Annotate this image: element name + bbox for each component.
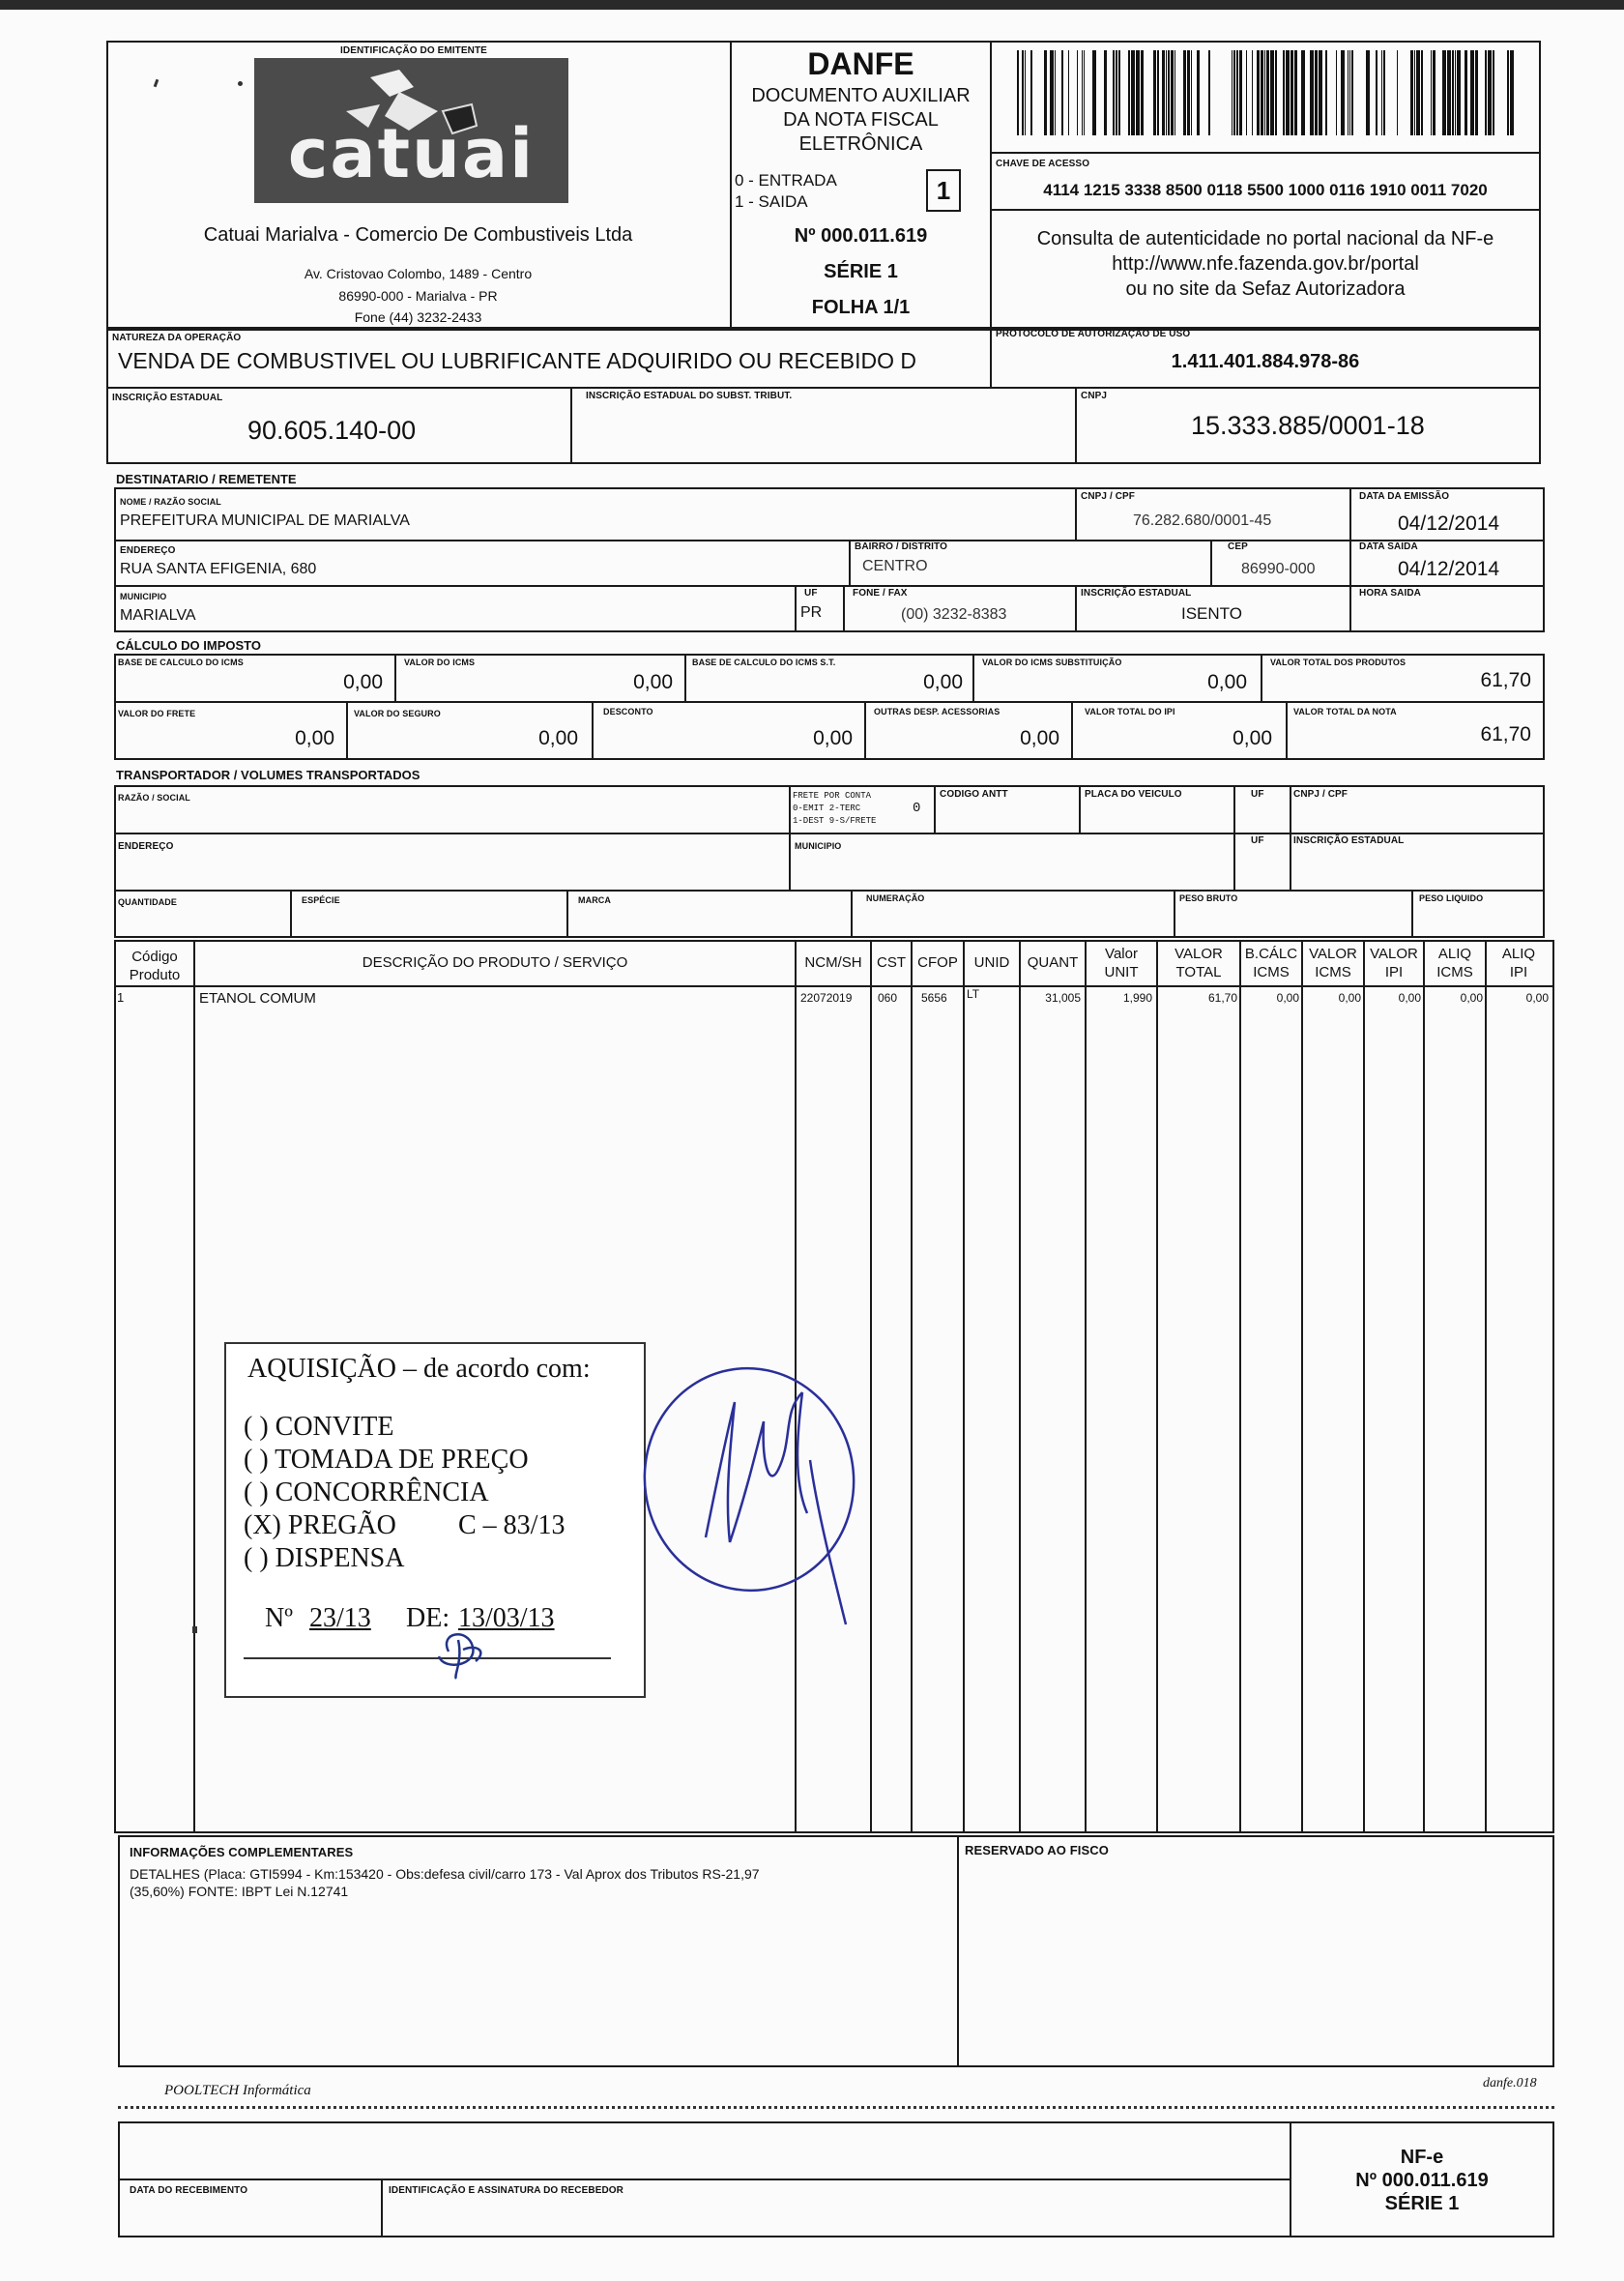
consulta-text: ou no site da Sefaz Autorizadora xyxy=(1125,278,1406,300)
dest-emissao-label: DATA DA EMISSÃO xyxy=(1359,491,1450,502)
tipo-box: 1 xyxy=(926,169,961,212)
frete-value: 0,00 xyxy=(295,727,334,749)
fisco-label: RESERVADO AO FISCO xyxy=(965,1843,1109,1857)
stamp-option: ( ) DISPENSA xyxy=(244,1543,405,1573)
dest-nome-label: NOME / RAZÃO SOCIAL xyxy=(120,497,221,507)
transp-municipio-label: MUNICIPIO xyxy=(795,841,842,851)
col-codigo-text: Produto xyxy=(129,967,181,983)
logo-text: catuai xyxy=(287,114,536,193)
col-cst-text: CST xyxy=(877,954,906,971)
marca-label: MARCA xyxy=(578,895,611,905)
col-bcicms-text: B.CÁLC xyxy=(1244,946,1298,962)
valor-st-value: 0,00 xyxy=(1207,671,1247,693)
dest-cep-label: CEP xyxy=(1228,541,1248,552)
transp-ie-label: INSCRIÇÃO ESTADUAL xyxy=(1293,835,1405,846)
column-divider xyxy=(1301,940,1303,1833)
dest-bairro: CENTRO xyxy=(862,558,928,574)
transp-uf2-label: UF xyxy=(1251,835,1264,846)
divider xyxy=(990,152,1541,154)
divider xyxy=(1210,540,1212,585)
transp-razao-label: RAZÃO / SOCIAL xyxy=(118,793,190,803)
row-unid: LT xyxy=(967,987,980,1001)
column-divider xyxy=(1423,940,1425,1833)
col-vunit-text: UNIT xyxy=(1104,964,1139,980)
dest-nome: PREFEITURA MUNICIPAL DE MARIALVA xyxy=(120,512,410,529)
column-divider xyxy=(1019,940,1021,1833)
protocolo-value: 1.411.401.884.978-86 xyxy=(1171,351,1360,372)
dest-ie: ISENTO xyxy=(1181,604,1242,623)
frete-conta-text: 1-DEST 9-S/FRETE xyxy=(793,816,877,826)
divider xyxy=(934,785,936,833)
canhoto-numero: Nº 000.011.619 xyxy=(1355,2170,1489,2191)
outras-label: OUTRAS DESP. ACESSORIAS xyxy=(874,707,1000,716)
placa-label: PLACA DO VEICULO xyxy=(1085,789,1182,800)
info-label: INFORMAÇÕES COMPLEMENTARES xyxy=(130,1845,354,1859)
imposto-heading: CÁLCULO DO IMPOSTO xyxy=(116,638,261,653)
valor-icms-label: VALOR DO ICMS xyxy=(404,658,476,667)
dest-fone: (00) 3232-8383 xyxy=(901,606,1007,623)
divider xyxy=(114,540,1545,541)
column-divider xyxy=(911,940,913,1833)
seguro-label: VALOR DO SEGURO xyxy=(354,709,441,718)
signature-icon xyxy=(638,1344,870,1634)
row-vicms: 0,00 xyxy=(1338,991,1361,1005)
col-codigo xyxy=(116,948,193,984)
row-codigo: 1 xyxy=(117,990,125,1005)
divider xyxy=(114,585,1545,587)
column-divider xyxy=(1156,940,1158,1833)
col-aicms-text: ICMS xyxy=(1436,964,1473,980)
row-ncm: 22072019 xyxy=(800,991,853,1005)
emitente-city: 86990-000 - Marialva - PR xyxy=(338,288,498,304)
stamp-option: ( ) TOMADA DE PREÇO xyxy=(244,1445,529,1475)
scan-mark xyxy=(192,1626,197,1633)
saida-label: 1 - SAIDA xyxy=(735,192,808,211)
col-aipi xyxy=(1487,945,1551,981)
row-cfop: 5656 xyxy=(921,991,947,1005)
transportador-heading: TRANSPORTADOR / VOLUMES TRANSPORTADOS xyxy=(116,768,420,782)
desconto-value: 0,00 xyxy=(813,727,853,749)
stamp-title: AQUISIÇÃO – de acordo com: xyxy=(247,1354,591,1384)
recebimento-label: DATA DO RECEBIMENTO xyxy=(130,2185,248,2196)
column-divider xyxy=(1239,940,1241,1833)
dest-cnpj-label: CNPJ / CPF xyxy=(1081,491,1136,502)
col-vtotal xyxy=(1158,945,1239,981)
divider xyxy=(1261,654,1262,701)
chave-label: CHAVE DE ACESSO xyxy=(996,159,1090,169)
total-produtos-label: VALOR TOTAL DOS PRODUTOS xyxy=(1270,658,1406,667)
col-vtotal-text: TOTAL xyxy=(1175,964,1222,980)
row-aipi: 0,00 xyxy=(1525,991,1549,1005)
divider xyxy=(864,701,866,760)
column-divider xyxy=(1085,940,1087,1833)
column-divider xyxy=(193,940,195,1833)
col-vtotal-text: VALOR xyxy=(1174,946,1223,962)
frete-conta-value: 0 xyxy=(913,801,921,816)
col-cfop-text: CFOP xyxy=(917,954,958,971)
antt-label: CODIGO ANTT xyxy=(940,789,1008,800)
divider xyxy=(1290,785,1291,890)
col-vunit xyxy=(1087,945,1156,981)
nf-folha: FOLHA 1/1 xyxy=(811,297,911,318)
col-aipi-text: ALIQ xyxy=(1501,946,1536,962)
emitente-address: Av. Cristovao Colombo, 1489 - Centro xyxy=(304,266,533,281)
info-line: DETALHES (Placa: GTI5994 - Km:153420 - Obs:defesa civil/carro 173 - Val Aprox dos Tributos RS-21,97 xyxy=(130,1866,760,1882)
frete-conta-text: FRETE POR CONTA xyxy=(793,791,872,801)
col-vipi-text: IPI xyxy=(1384,964,1404,980)
assinatura-label: IDENTIFICAÇÃO E ASSINATURA DO RECEBEDOR xyxy=(389,2185,624,2196)
divider xyxy=(570,387,572,464)
divider xyxy=(972,654,974,701)
valor-icms-value: 0,00 xyxy=(633,671,673,693)
protocolo-label: PROTOCOLO DE AUTORIZAÇÃO DE USO xyxy=(996,329,1191,339)
row-aicms: 0,00 xyxy=(1460,991,1483,1005)
quantidade-label: QUANTIDADE xyxy=(118,897,177,907)
row-vtotal: 61,70 xyxy=(1207,991,1237,1005)
danfe-code: danfe.018 xyxy=(1483,2076,1537,2091)
divider xyxy=(1079,785,1081,833)
ie-label: INSCRIÇÃO ESTADUAL xyxy=(112,393,223,403)
divider xyxy=(849,540,851,585)
total-nota-value: 61,70 xyxy=(1480,723,1531,746)
row-cst: 060 xyxy=(878,991,898,1005)
divider xyxy=(1075,387,1077,464)
stamp-pregao-number: C – 83/13 xyxy=(458,1510,566,1540)
dest-cnpj: 76.282.680/0001-45 xyxy=(1133,512,1272,529)
col-bcicms xyxy=(1241,945,1301,981)
divider xyxy=(851,890,853,938)
column-divider xyxy=(870,940,872,1833)
base-st-label: BASE DE CALCULO DO ICMS S.T. xyxy=(692,658,836,667)
col-vipi-text: VALOR xyxy=(1370,946,1418,962)
dest-uf: PR xyxy=(800,604,823,621)
canhoto-serie: SÉRIE 1 xyxy=(1384,2193,1460,2214)
col-vunit-text: Valor xyxy=(1105,946,1138,962)
total-produtos-value: 61,70 xyxy=(1480,669,1531,691)
stamp-option: (X) PREGÃO xyxy=(244,1510,396,1540)
dest-hora-label: HORA SAIDA xyxy=(1359,588,1421,599)
natureza-label: NATUREZA DA OPERAÇÃO xyxy=(112,333,242,343)
divider xyxy=(114,701,1545,703)
frete-conta-text: 0-EMIT 2-TERC xyxy=(793,804,861,813)
divider xyxy=(346,701,348,760)
ie-st-label: INSCRIÇÃO ESTADUAL DO SUBST. TRIBUT. xyxy=(586,391,793,401)
dest-fone-label: FONE / FAX xyxy=(853,588,908,599)
col-codigo-text: Código xyxy=(131,949,178,965)
col-ncm-text: NCM/SH xyxy=(804,954,862,971)
row-quant: 31,005 xyxy=(1045,991,1081,1005)
numeracao-label: NUMERAÇÃO xyxy=(866,893,925,903)
col-cst xyxy=(872,953,911,972)
cnpj-label: CNPJ xyxy=(1081,391,1108,401)
transp-endereco-label: ENDEREÇO xyxy=(118,841,174,852)
dest-uf-label: UF xyxy=(804,588,818,599)
col-ncm xyxy=(797,953,870,972)
column-divider xyxy=(1363,940,1365,1833)
consulta-text: Consulta de autenticidade no portal nacional da NF-e xyxy=(1036,228,1494,249)
divider xyxy=(566,890,568,938)
base-icms-value: 0,00 xyxy=(343,671,383,693)
col-unid xyxy=(965,953,1019,972)
stamp-option: ( ) CONCORRÊNCIA xyxy=(244,1477,489,1507)
divider xyxy=(990,209,1541,211)
col-aipi-text: IPI xyxy=(1509,964,1528,980)
divider xyxy=(114,833,1545,834)
ipi-label: VALOR TOTAL DO IPI xyxy=(1085,707,1175,716)
divider xyxy=(1174,890,1175,938)
danfe-subtitle: DA NOTA FISCAL xyxy=(783,109,939,131)
row-bcicms: 0,00 xyxy=(1276,991,1299,1005)
stamp-numero: 23/13 xyxy=(309,1603,371,1633)
cnpj-value: 15.333.885/0001-18 xyxy=(1191,411,1425,440)
stamp-data: 13/03/13 xyxy=(458,1603,555,1633)
stamp-numero-label: Nº xyxy=(265,1603,293,1633)
stamp-data-label: DE: xyxy=(406,1603,450,1633)
divider xyxy=(684,654,686,701)
emitente-label: IDENTIFICAÇÃO DO EMITENTE xyxy=(340,45,487,56)
divider xyxy=(1075,585,1077,632)
col-vicms xyxy=(1303,945,1363,981)
divider xyxy=(795,585,797,632)
frete-label: VALOR DO FRETE xyxy=(118,709,196,718)
danfe-subtitle: DOCUMENTO AUXILIAR xyxy=(751,85,971,106)
col-vicms-text: VALOR xyxy=(1309,946,1357,962)
col-descricao xyxy=(195,953,795,972)
nf-number: Nº 000.011.619 xyxy=(794,225,928,247)
entrada-label: 0 - ENTRADA xyxy=(735,171,837,190)
dest-bairro-label: BAIRRO / DISTRITO xyxy=(855,541,947,552)
cut-line xyxy=(118,2106,1554,2109)
dest-emissao: 04/12/2014 xyxy=(1398,512,1500,535)
seguro-value: 0,00 xyxy=(538,727,578,749)
divider xyxy=(789,785,791,890)
dest-saida-label: DATA SAIDA xyxy=(1359,541,1418,552)
danfe-title: DANFE xyxy=(807,46,914,81)
divider xyxy=(118,2179,1290,2180)
divider xyxy=(290,890,292,938)
scan-edge xyxy=(0,0,1624,10)
divider xyxy=(1075,487,1077,540)
barcode-icon xyxy=(1017,50,1514,135)
canhoto-nfe: NF-e xyxy=(1400,2147,1444,2168)
divider xyxy=(114,890,1545,892)
base-st-value: 0,00 xyxy=(923,671,963,693)
nf-serie: SÉRIE 1 xyxy=(824,261,898,282)
col-aicms-text: ALIQ xyxy=(1437,946,1472,962)
especie-label: ESPÉCIE xyxy=(302,895,340,905)
row-descricao: ETANOL COMUM xyxy=(199,990,316,1007)
column-divider xyxy=(963,940,965,1833)
dest-endereco-label: ENDEREÇO xyxy=(120,545,176,556)
divider xyxy=(1411,890,1413,938)
scan-mark xyxy=(238,81,243,86)
natureza-value: VENDA DE COMBUSTIVEL OU LUBRIFICANTE ADQUIRIDO OU RECEBIDO D xyxy=(118,348,917,373)
info-line: (35,60%) FONTE: IBPT Lei N.12741 xyxy=(130,1884,349,1899)
transp-uf-label: UF xyxy=(1251,789,1264,800)
divider xyxy=(1233,785,1235,890)
divider xyxy=(114,985,1554,987)
divider xyxy=(394,654,396,701)
stamp-initials-icon xyxy=(420,1623,497,1681)
ipi-value: 0,00 xyxy=(1232,727,1272,749)
col-descricao-text: DESCRIÇÃO DO PRODUTO / SERVIÇO xyxy=(362,954,628,971)
dest-ie-label: INSCRIÇÃO ESTADUAL xyxy=(1081,588,1192,599)
dest-cep: 86990-000 xyxy=(1241,561,1316,577)
dest-municipio: MARIALVA xyxy=(120,607,196,624)
dest-municipio-label: MUNICIPIO xyxy=(120,592,167,601)
col-cfop xyxy=(913,953,963,972)
col-quant xyxy=(1021,953,1085,972)
ie-value: 90.605.140-00 xyxy=(247,416,417,445)
catuai-logo xyxy=(254,58,568,203)
row-vipi: 0,00 xyxy=(1398,991,1421,1005)
dest-endereco: RUA SANTA EFIGENIA, 680 xyxy=(120,561,317,577)
col-vicms-text: ICMS xyxy=(1315,964,1351,980)
col-aicms xyxy=(1425,945,1485,981)
dest-saida: 04/12/2014 xyxy=(1398,558,1500,580)
divider xyxy=(843,585,845,632)
destinatario-heading: DESTINATARIO / REMETENTE xyxy=(116,472,297,486)
row-vunit: 1,990 xyxy=(1122,991,1152,1005)
divider xyxy=(381,2179,383,2237)
aquisicao-stamp xyxy=(224,1342,646,1698)
col-vipi xyxy=(1365,945,1423,981)
valor-st-label: VALOR DO ICMS SUBSTITUIÇÃO xyxy=(982,658,1122,667)
divider xyxy=(1071,701,1073,760)
col-bcicms-text: ICMS xyxy=(1253,964,1290,980)
total-nota-label: VALOR TOTAL DA NOTA xyxy=(1293,707,1397,716)
divider xyxy=(1286,701,1288,760)
desconto-label: DESCONTO xyxy=(603,707,653,716)
emitente-phone: Fone (44) 3232-2433 xyxy=(354,309,482,325)
outras-value: 0,00 xyxy=(1020,727,1059,749)
column-divider xyxy=(1485,940,1487,1833)
destinatario-box xyxy=(114,487,1545,632)
transp-cnpj-label: CNPJ / CPF xyxy=(1293,789,1348,800)
col-unid-text: UNID xyxy=(973,954,1010,971)
divider xyxy=(730,41,732,331)
divider xyxy=(957,1835,959,2067)
pooltech-text: POOLTECH Informática xyxy=(164,2083,311,2098)
chave-value: 4114 1215 3338 8500 0118 5500 1000 0116 1910 0011 7020 xyxy=(1043,181,1488,199)
divider xyxy=(592,701,594,760)
peso-liquido-label: PESO LIQUIDO xyxy=(1419,893,1484,903)
stamp-option: ( ) CONVITE xyxy=(244,1412,394,1442)
col-quant-text: QUANT xyxy=(1027,954,1079,971)
base-icms-label: BASE DE CALCULO DO ICMS xyxy=(118,658,244,667)
consulta-url[interactable]: http://www.nfe.fazenda.gov.br/portal xyxy=(1112,253,1419,275)
danfe-subtitle: ELETRÔNICA xyxy=(798,133,923,155)
peso-bruto-label: PESO BRUTO xyxy=(1179,893,1238,903)
emitente-name: Catuai Marialva - Comercio De Combustiveis Ltda xyxy=(203,224,633,246)
divider xyxy=(1349,487,1351,632)
